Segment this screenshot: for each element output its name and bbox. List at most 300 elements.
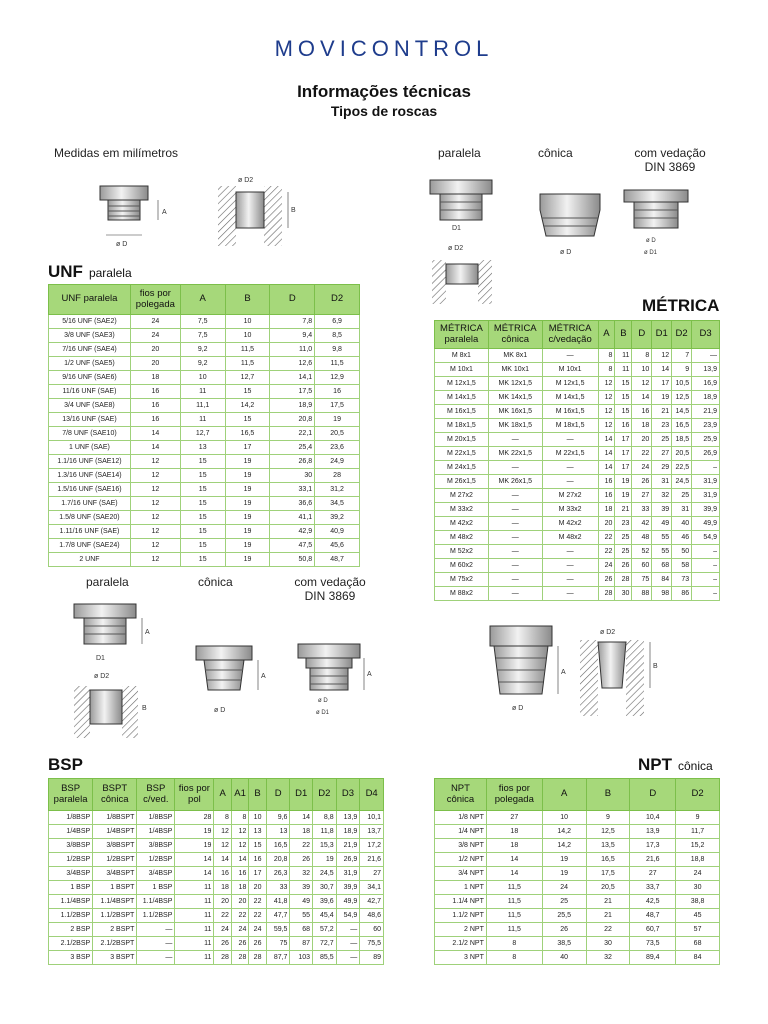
bsp-cell: 39 [290,881,313,895]
unf-cell: 15 [180,539,225,553]
npt-cell: 1.1/2 NPT [435,909,487,923]
metrica-cell: 84 [652,573,672,587]
metrica-cell: 26 [598,573,615,587]
metrica-header: MÉTRICA c/vedação [542,321,598,349]
bsp-cell: 1.1/4BSPT [93,895,137,909]
unf-cell: 22,1 [270,427,315,441]
unf-cell: 1.5/8 UNF (SAE20) [49,511,131,525]
table-row [49,811,384,825]
metrica-cell: — [488,461,542,475]
metrica-cell: 24 [598,559,615,573]
metrica-header: D3 [692,321,720,349]
bsp-cell: 11 [175,895,214,909]
table-row [49,937,384,951]
metrica-cell: 18,9 [692,391,720,405]
unf-cell: 19 [225,497,270,511]
bsp-cell: 14 [175,867,214,881]
table-row [435,881,720,895]
bsp-cell: 87 [290,937,313,951]
bsp-cell: 18,9 [336,825,360,839]
bsp-cell: 3/4BSPT [93,867,137,881]
metrica-cell: 14 [652,363,672,377]
metrica-cell: 19 [615,489,632,503]
npt-cell: 11,5 [486,895,542,909]
table-row [435,825,720,839]
table-row [435,587,720,601]
metrica-cell: 28 [615,573,632,587]
metrica-header: D [632,321,652,349]
unf-cell: 9/16 UNF (SAE6) [49,371,131,385]
metrica-cell: 11 [615,363,632,377]
unf-cell: 11,5 [225,357,270,371]
npt-cell: 2.1/2 NPT [435,937,487,951]
npt-cell: 42,5 [630,895,676,909]
npt-cell: 25 [542,895,586,909]
npt-dim-a: A [561,669,566,676]
unf-cell: 19 [225,511,270,525]
metrica-cell: 21 [652,405,672,419]
bsp-cell: 54,9 [336,909,360,923]
metrica-cell: 16,5 [672,419,692,433]
metrica-cell: 39 [652,503,672,517]
metrica-cell: 12 [598,391,615,405]
metrica-cell: 60 [632,559,652,573]
metrica-cell: 25,9 [692,433,720,447]
unf-cell: 15 [180,511,225,525]
bsp-cell: 18 [231,881,248,895]
bsp-conica-dim-phi-d: ø D [214,707,226,714]
metrica-cell: 7 [672,349,692,363]
metrica-cell: 18 [598,503,615,517]
metrica-cell: 46 [672,531,692,545]
bsp-header: BSP paralela [49,779,93,811]
table-row [435,503,720,517]
unf-table [48,284,360,567]
npt-cell: 9 [676,811,720,825]
bsp-cell: 28 [231,951,248,965]
bsp-cell: 18 [290,825,313,839]
npt-cell: 11,5 [486,881,542,895]
npt-cell: 14,2 [542,839,586,853]
npt-header: B [586,779,630,811]
bsp-cell: 75 [266,937,290,951]
bsp-cell: 10 [249,811,266,825]
table-row [49,315,360,329]
bsp-cell: 14 [231,853,248,867]
metrica-cell: 12,5 [672,391,692,405]
table-row [435,531,720,545]
unf-header: B [225,285,270,315]
metrica-cell: M 48x2 [435,531,489,545]
metrica-cell: 14 [598,433,615,447]
unf-cell: 18 [130,371,180,385]
metrica-dim-d1: D1 [452,225,461,232]
unf-cell: 28 [315,469,360,483]
unf-cell: 14,2 [225,399,270,413]
unf-cell: 34,5 [315,497,360,511]
table-row [435,937,720,951]
unf-cell: 12,9 [315,371,360,385]
table-row [49,441,360,455]
unf-cell: 17 [225,441,270,455]
metrica-cell: – [692,573,720,587]
bsp-dim-phi-d2: ø D2 [94,673,110,680]
bsp-cell: 16 [214,867,231,881]
bsp-cell: 11,8 [313,825,337,839]
metrica-vedacao-drawing [620,186,700,262]
bsp-cell: 11 [175,923,214,937]
unf-dim-b: B [291,207,296,214]
metrica-cell: — [542,545,598,559]
unf-port-drawing [214,172,304,250]
bsp-cell: 18 [214,881,231,895]
metrica-cell: 17 [652,377,672,391]
bsp-cell: — [137,923,175,937]
table-row [49,413,360,427]
unf-cell: 24,9 [315,455,360,469]
table-row [435,419,720,433]
metrica-header: MÉTRICA paralela [435,321,489,349]
metrica-cell: — [488,559,542,573]
unf-cell: 15 [225,385,270,399]
metrica-cell: 27 [632,489,652,503]
unf-cell: 14 [130,441,180,455]
metrica-cell: — [692,349,720,363]
metrica-cell: 68 [652,559,672,573]
bsp-header: BSPT cônica [93,779,137,811]
metrica-section-title: MÉTRICA [642,296,720,315]
unf-cell: 24 [130,329,180,343]
metrica-cell: — [488,573,542,587]
metrica-cell: 12 [598,405,615,419]
label-conica-mid: cônica [198,575,233,589]
table-row [49,399,360,413]
bsp-header: A [214,779,231,811]
bsp-cell: 16 [249,853,266,867]
bsp-vedacao-dim-a: A [367,671,372,678]
metrica-cell: M 10x1 [435,363,489,377]
unf-cell: 16 [130,385,180,399]
bsp-cell: 103 [290,951,313,965]
unf-section-title [48,262,132,282]
table-row [435,363,720,377]
bsp-cell: 2 BSPT [93,923,137,937]
unf-cell: 10 [180,371,225,385]
bsp-cell: 26 [290,853,313,867]
npt-cell: 48,7 [630,909,676,923]
bsp-cell: 3/4BSP [137,867,175,881]
bsp-cell: 11 [175,937,214,951]
unf-cell: 1.5/16 UNF (SAE16) [49,483,131,497]
bsp-cell: 14 [175,853,214,867]
bsp-cell: 21,6 [360,853,384,867]
table-row [435,909,720,923]
unf-cell: 1.1/16 UNF (SAE12) [49,455,131,469]
npt-subtitle: cônica [678,759,713,773]
bsp-cell: 3 BSP [49,951,93,965]
metrica-cell: 49 [652,517,672,531]
metrica-cell: 26,9 [692,447,720,461]
npt-dim-phi-d: ø D [512,705,524,712]
bsp-cell: 1.1/4BSP [137,895,175,909]
bsp-cell: 3 BSPT [93,951,137,965]
bsp-cell: 14 [290,811,313,825]
bsp-header: D [266,779,290,811]
unf-cell: 7,8 [270,315,315,329]
unf-cell: 9,4 [270,329,315,343]
unf-cell: 11,5 [225,343,270,357]
bsp-cell: 27 [360,867,384,881]
bsp-cell: 22 [214,909,231,923]
npt-cell: 38,8 [676,895,720,909]
metrica-cell: 31,9 [692,489,720,503]
npt-fitting-drawing [482,622,572,718]
metrica-cell: 15 [615,391,632,405]
bsp-cell: 1/4BSP [137,825,175,839]
npt-header: D [630,779,676,811]
metrica-cell: 31 [652,475,672,489]
npt-cell: 22 [586,923,630,937]
metrica-cell: MK 12x1,5 [488,377,542,391]
label-din-mid-text: DIN 3869 [304,589,356,603]
metrica-cell: — [542,461,598,475]
unf-cell: 7,5 [180,329,225,343]
unf-cell: 12,7 [180,427,225,441]
bsp-cell: 30,7 [313,881,337,895]
bsp-cell: 16,5 [266,839,290,853]
table-row [49,839,384,853]
table-row [49,909,384,923]
unf-cell: 19 [225,455,270,469]
label-din-text: DIN 3869 [644,160,696,174]
unf-cell: 19 [225,525,270,539]
bsp-cell: 20 [231,895,248,909]
metrica-cell: 55 [652,545,672,559]
metrica-cell: 73 [672,573,692,587]
table-row [435,839,720,853]
metrica-cell: 22 [598,531,615,545]
bsp-cell: 28 [175,811,214,825]
bsp-cell: 87,7 [266,951,290,965]
metrica-cell: — [542,433,598,447]
unf-cell: 1.3/16 UNF (SAE14) [49,469,131,483]
table-row [49,553,360,567]
unf-cell: 20 [130,343,180,357]
unf-cell: 12 [130,483,180,497]
metrica-conica-drawing [534,190,610,260]
bsp-cell: 11 [175,909,214,923]
metrica-cell: – [692,545,720,559]
metrica-cell: — [488,517,542,531]
table-row [435,461,720,475]
bsp-cell: 31,9 [336,867,360,881]
npt-cell: 40 [542,951,586,965]
npt-cell: 19 [542,867,586,881]
unf-cell: 16 [130,413,180,427]
metrica-cell: M 42x2 [542,517,598,531]
metrica-cell: 12 [632,377,652,391]
unf-cell: 15 [225,413,270,427]
metrica-cell: 25 [652,433,672,447]
metrica-cell: 39,9 [692,503,720,517]
unf-cell: 1.7/8 UNF (SAE24) [49,539,131,553]
metrica-cell: 23,9 [692,419,720,433]
npt-cell: 1.1/4 NPT [435,895,487,909]
npt-cell: 3 NPT [435,951,487,965]
metrica-cell: 22,5 [672,461,692,475]
npt-cell: 8 [486,951,542,965]
metrica-cell: M 22x1,5 [542,447,598,461]
metrica-cell: M 16x1,5 [435,405,489,419]
metrica-cell: 8 [598,363,615,377]
npt-cell: 2 NPT [435,923,487,937]
npt-port-drawing [576,624,662,720]
bsp-cell: — [336,923,360,937]
table-row [435,489,720,503]
metrica-cell: 20 [632,433,652,447]
metrica-cell: 27 [652,447,672,461]
table-row [49,483,360,497]
bsp-cell: 26 [249,937,266,951]
metrica-cell: M 14x1,5 [542,391,598,405]
bsp-cell: 1/4BSP [49,825,93,839]
bsp-cell: 22 [231,909,248,923]
npt-cell: 32 [586,951,630,965]
metrica-cell: 17 [615,447,632,461]
unf-cell: 1/2 UNF (SAE5) [49,357,131,371]
bsp-cell: 1/8BSP [137,811,175,825]
bsp-header: B [249,779,266,811]
table-row [49,343,360,357]
bsp-cell: 24 [214,923,231,937]
metrica-cell: M 33x2 [435,503,489,517]
npt-header: NPT cônica [435,779,487,811]
npt-header: fios por polegada [486,779,542,811]
bsp-header: A1 [231,779,248,811]
metrica-cell: 19 [615,475,632,489]
metrica-cell: 16 [598,489,615,503]
metrica-cell: 29 [652,461,672,475]
metrica-cell: 54,9 [692,531,720,545]
table-row [435,867,720,881]
label-paralela-mid: paralela [86,575,129,589]
bsp-vedacao-drawing [292,640,378,720]
unf-cell: 5/16 UNF (SAE2) [49,315,131,329]
bsp-table [48,778,384,965]
bsp-cell: — [137,951,175,965]
table-row [49,469,360,483]
table-row [49,329,360,343]
bsp-cell: 45,4 [313,909,337,923]
metrica-cell: M 48x2 [542,531,598,545]
bsp-paralela-drawing [66,600,156,742]
metrica-cell: 23 [615,517,632,531]
metrica-cell: 98 [652,587,672,601]
unf-cell: 14,1 [270,371,315,385]
bsp-cell: 14 [214,853,231,867]
metrica-cell: 13,9 [692,363,720,377]
bsp-cell: 19 [175,839,214,853]
metrica-cell: 58 [672,559,692,573]
metrica-cell: M 26x1,5 [435,475,489,489]
bsp-cell: 26,3 [266,867,290,881]
bsp-cell: 1/4BSPT [93,825,137,839]
metrica-cell: M 52x2 [435,545,489,559]
table-row [435,923,720,937]
bsp-conica-dim-a: A [261,673,266,680]
metrica-cell: MK 14x1,5 [488,391,542,405]
bsp-cell: 11 [175,881,214,895]
npt-cell: 33,7 [630,881,676,895]
npt-cell: 1/2 NPT [435,853,487,867]
bsp-cell: — [137,937,175,951]
unf-cell: 31,2 [315,483,360,497]
metrica-cell: 75 [632,573,652,587]
metrica-cell: 18,5 [672,433,692,447]
metrica-cell: MK 10x1 [488,363,542,377]
metrica-cell: 15 [615,405,632,419]
table-row [49,825,384,839]
metrica-conica-dim-phi-d: ø D [560,249,572,256]
bsp-cell: 48,6 [360,909,384,923]
bsp-cell: 75,5 [360,937,384,951]
unf-cell: 15 [180,553,225,567]
table-row [49,895,384,909]
metrica-cell: M 60x2 [435,559,489,573]
metrica-cell: 42 [632,517,652,531]
table-row [49,511,360,525]
unf-cell: 23,6 [315,441,360,455]
metrica-cell: MK 22x1,5 [488,447,542,461]
npt-dim-b: B [653,663,658,670]
bsp-cell: — [336,951,360,965]
table-row [49,357,360,371]
bsp-cell: 10,1 [360,811,384,825]
table-row [435,545,720,559]
label-paralela-top: paralela [438,146,481,160]
npt-cell: 27 [486,811,542,825]
table-row [49,867,384,881]
unf-title: UNF [48,262,83,281]
npt-header: A [542,779,586,811]
unf-header: A [180,285,225,315]
bsp-cell: 13,7 [360,825,384,839]
npt-cell: 10,4 [630,811,676,825]
metrica-dim-phi-d2: ø D2 [448,245,464,252]
table-row [435,895,720,909]
npt-cell: 73,5 [630,937,676,951]
unf-cell: 48,7 [315,553,360,567]
npt-cell: 45 [676,909,720,923]
metrica-cell: M 16x1,5 [542,405,598,419]
metrica-cell: MK 18x1,5 [488,419,542,433]
metrica-cell: 20,5 [672,447,692,461]
metrica-cell: 14,5 [672,405,692,419]
unf-cell: 1.11/16 UNF (SAE) [49,525,131,539]
metrica-cell: 21 [615,503,632,517]
metrica-cell: — [542,587,598,601]
npt-cell: 10 [542,811,586,825]
unf-cell: 11 [180,385,225,399]
measure-note: Medidas em milímetros [54,146,179,160]
bsp-cell: 20,8 [266,853,290,867]
metrica-cell: 8 [598,349,615,363]
bsp-cell: 26,9 [336,853,360,867]
table-row [435,811,720,825]
bsp-cell: 47,7 [266,909,290,923]
npt-cell: 30 [676,881,720,895]
metrica-cell: — [542,475,598,489]
